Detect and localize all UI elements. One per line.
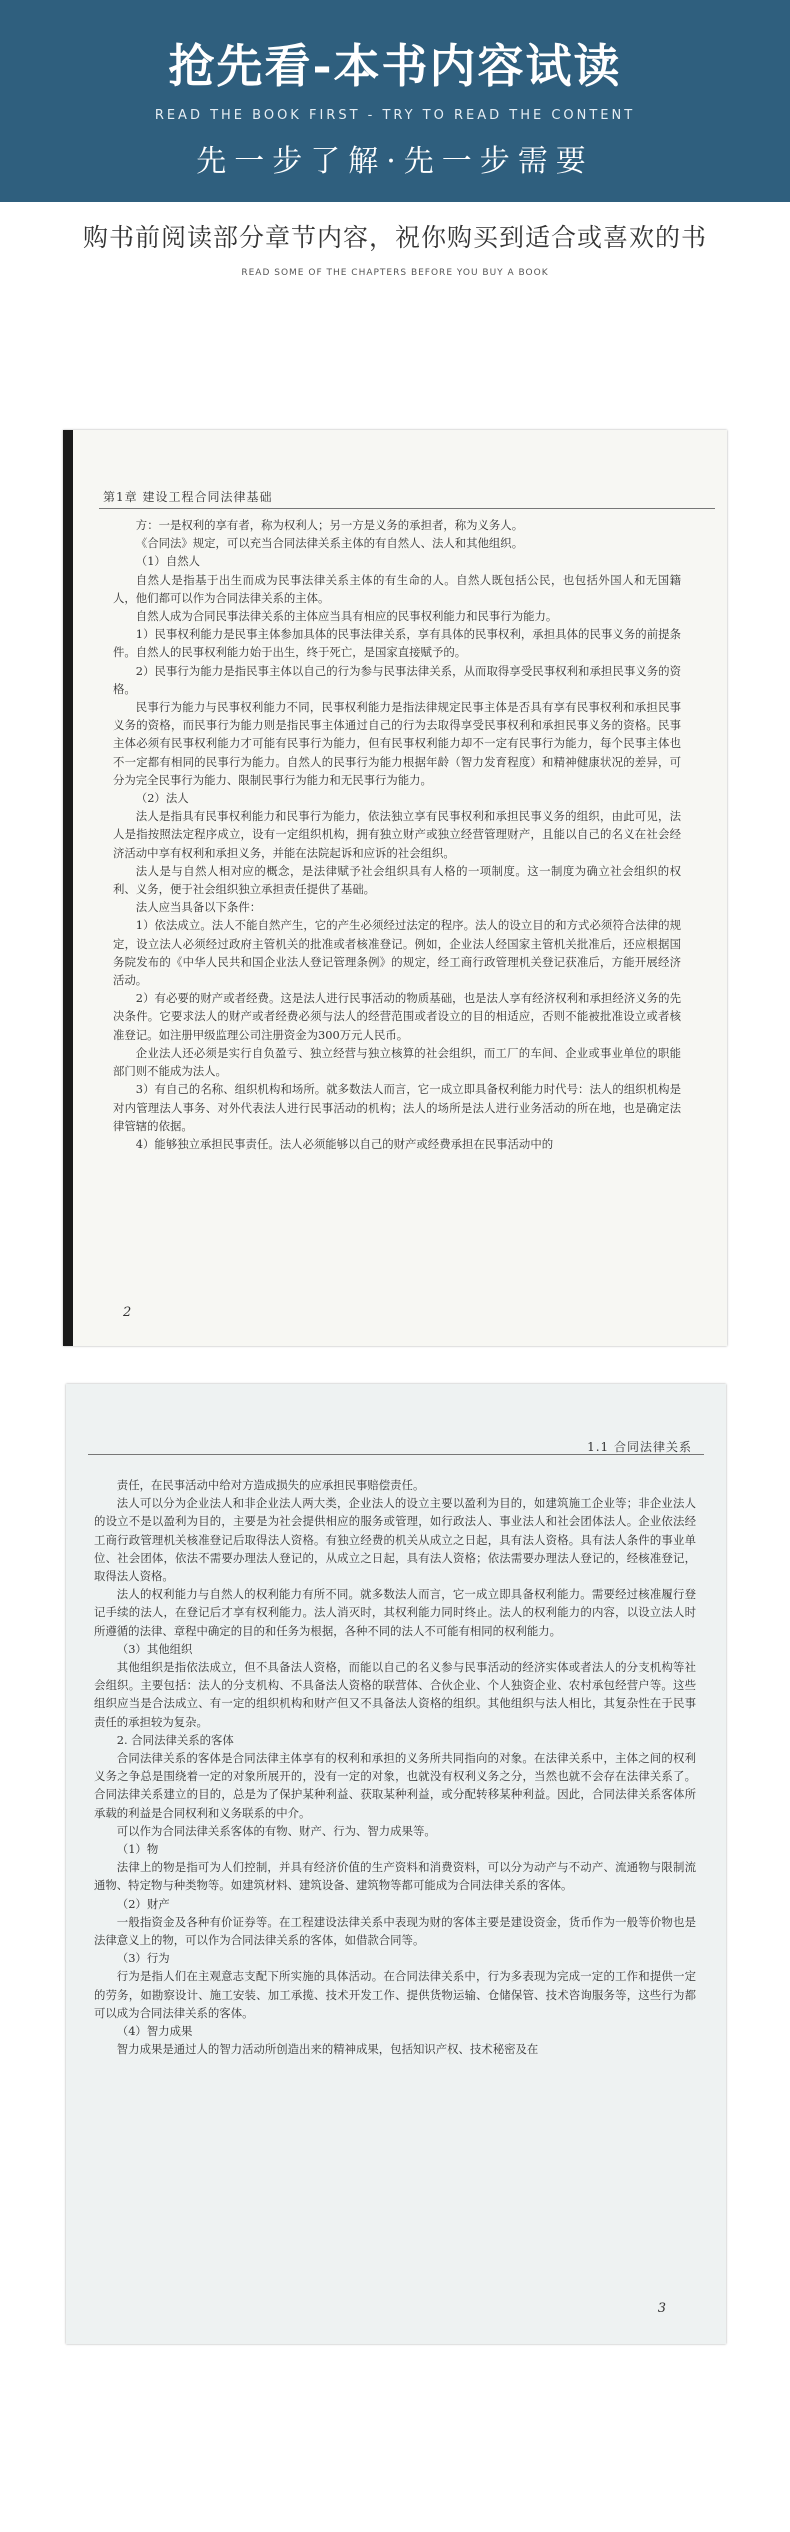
page-body-text <box>113 516 681 1153</box>
paragraph: 其他组织是指依法成立，但不具备法人资格，而能以自己的名义参与民事活动的经济实体或者法人的分支机构等社会组织。主要包括：法人的分支机构、不具备法人资格的联营体、合伙企业、个人独资企业、农村承包经营户等。这些组织应当是合法成立、有一定的组织机构和财产但又不具备法人资格的组织。其他组织与法人相比，其复杂性在于民事责任的承担较为复杂。 <box>94 1660 696 1729</box>
paragraph: 可以作为合同法律关系客体的有物、财产、行为、智力成果等。 <box>116 1823 436 1838</box>
paragraph: 法人可以分为企业法人和非企业法人两大类，企业法人的设立主要以盈利为目的，如建筑施工企业等；非企业法人的设立不是以盈利为目的，主要是为社会提供相应的服务或管理，如行政法人、事业法人和社会团体法人。企业依法经工商行政管理机关核准登记后取得法人资格。有独立经费的机关从成立之日起，具有法人资格。具有法人条件的事业单位、社会团体，依法不需要办理法人登记的，从成立之日起，具有法人资格；依法需要办理法人登记的，经核准登记，取得法人资格。 <box>94 1496 696 1584</box>
paragraph: 4）能够独立承担民事责任。法人必须能够以自己的财产或经费承担在民事活动中的 <box>135 1136 554 1151</box>
paragraph: 自然人是指基于出生而成为民事法律关系主体的有生命的人。自然人既包括公民，也包括外国人和无国籍人，他们都可以作为合同法律关系的主体。 <box>113 572 681 605</box>
book-page-3 <box>66 1384 726 2344</box>
intro-text-cn: 购书前阅读部分章节内容，祝你购买到适合或喜欢的书 <box>82 223 707 252</box>
paragraph: 2）有必要的财产或者经费。这是法人进行民事活动的物质基础，也是法人享有经济权利和承担经济义务的先决条件。它要求法人的财产或者经费必须与法人的经营范围或者设立的目的相适应，否则不能被批准设立或者核准登记。如注册甲级监理公司注册资金为300万元人民币。 <box>113 991 681 1042</box>
header-rule <box>99 508 715 509</box>
paragraph: 行为是指人们在主观意志支配下所实施的具体活动。在合同法律关系中，行为多表现为完成一定的工作和提供一定的劳务，如勘察设计、施工安装、加工承揽、技术开发工作、提供货物运输、仓储保管、技术咨询服务等，这些行为都可以成为合同法律关系的客体。 <box>94 1969 696 2020</box>
paragraph: 1）民事权利能力是民事主体参加具体的民事法律关系，享有具体的民事权利，承担具体的民事义务的前提条件。自然人的民事权利能力始于出生，终于死亡，是国家直接赋予的。 <box>113 627 681 660</box>
paragraph: 3）有自己的名称、组织机构和场所。就多数法人而言，它一成立即具备权利能力时代号：法人的组织机构是对内管理法人事务、对外代表法人进行民事活动的机构；法人的场所是法人进行业务活动的所在地，也是确定法律管辖的依据。 <box>113 1082 681 1133</box>
page-number: 2 <box>123 1305 132 1320</box>
running-head: 1.1 合同法律关系 <box>587 1440 692 1454</box>
paragraph: （1）物 <box>116 1842 159 1857</box>
paragraph: 1）依法成立。法人不能自然产生，它的产生必须经过法定的程序。法人的设立目的和方式必须符合法律的规定，设立法人必须经过政府主管机关的批准或者核准登记。例如，企业法人经国家主管机关批准后，还应根据国务院发布的《中华人民共和国企业法人登记管理条例》的规定，经工商行政管理机关登记获准后，方能开展经济活动。 <box>113 918 681 988</box>
intro-text-en: READ SOME OF THE CHAPTERS BEFORE YOU BUY A BOOK <box>241 268 549 278</box>
header-rule <box>88 1454 704 1455</box>
paragraph: （3）行为 <box>116 1951 170 1966</box>
paragraph: 法人是与自然人相对应的概念，是法律赋予社会组织具有人格的一项制度。这一制度为确立社会组织的权利、义务，便于社会组织独立承担责任提供了基础。 <box>113 863 681 897</box>
paragraph: 自然人成为合同民事法律关系的主体应当具有相应的民事权利能力和民事行为能力。 <box>135 609 558 624</box>
banner-subtitle-en: READ THE BOOK FIRST - TRY TO READ THE CONTENT <box>154 108 636 123</box>
paragraph: 企业法人还必须是实行自负盈亏、独立经营与独立核算的社会组织，而工厂的车间、企业或事业单位的职能部门则不能成为法人。 <box>113 1045 681 1079</box>
banner-subtitle-cn: 先一步了解·先一步需要 <box>196 144 594 179</box>
running-head: 第1章 建设工程合同法律基础 <box>103 490 273 504</box>
page-body-text <box>94 1476 696 2059</box>
header-banner <box>0 0 790 202</box>
paragraph: 一般指资金及各种有价证券等。在工程建设法律关系中表现为财的客体主要是建设资金，货币作为一般等价物也是法律意义上的物，可以作为合同法律关系的客体，如借款合同等。 <box>94 1914 696 1948</box>
paragraph: 法人应当具备以下条件： <box>135 900 262 915</box>
paragraph: （2）财产 <box>116 1896 170 1911</box>
paragraph: （1）自然人 <box>135 554 200 569</box>
paragraph: 法律上的物是指可为人们控制，并具有经济价值的生产资料和消费资料，可以分为动产与不动产、流通物与限制流通物、特定物与种类物等。如建筑材料、建筑设备、建筑物等都可能成为合同法律关系的客体。 <box>94 1860 696 1893</box>
paragraph: 合同法律关系的客体是合同法律主体享有的权利和承担的义务所共同指向的对象。在法律关系中，主体之间的权利义务之争总是围绕着一定的对象所展开的，没有一定的对象，也就没有权利义务之分，当然也就不会存在法律关系了。合同法律关系建立的目的，总是为了保护某种利益、获取某种利益，或分配转移某种利益。因此，合同法律关系客体所承载的利益是合同权利和义务联系的中介。 <box>94 1751 696 1820</box>
paragraph: 2. 合同法律关系的客体 <box>116 1732 234 1747</box>
page-number: 3 <box>657 2301 666 2316</box>
paragraph: 方：一是权利的享有者，称为权利人；另一方是义务的承担者，称为义务人。 <box>135 518 524 532</box>
paragraph: （4）智力成果 <box>116 2024 193 2039</box>
paragraph: 2）民事行为能力是指民事主体以自己的行为参与民事法律关系，从而取得享受民事权利和承担民事义务的资格。 <box>113 663 681 696</box>
paragraph: 法人的权利能力与自然人的权利能力有所不同。就多数法人而言，它一成立即具备权利能力。需要经过核准履行登记手续的法人，在登记后才享有权利能力。法人消灭时，其权利能力同时终止。法人的权利能力的内容，以设立法人时所遵循的法律、章程中确定的目的和任务为根据，各种不同的法人不可能有相同的权利能力。 <box>94 1587 696 1638</box>
banner-title: 抢先看-本书内容试读 <box>168 39 622 93</box>
paragraph: （3）其他组织 <box>116 1641 193 1656</box>
paragraph: 民事行为能力与民事权利能力不同，民事权利能力是指法律规定民事主体是否具有享有民事权利和承担民事义务的资格，而民事行为能力则是指民事主体通过自己的行为去取得享受民事权利和承担民事义务的资格。民事主体必须有民事权利能力才可能有民事行为能力，但有民事权利能力却不一定有民事行为能力，每个民事主体也不一定都有相同的民事行为能力。自然人的民事行为能力根据年龄（智力发育程度）和精神健康状况的差异，可分为完全民事行为能力、限制民事行为能力和无民事行为能力。 <box>113 700 681 787</box>
paragraph: 责任，在民事活动中给对方造成损失的应承担民事赔偿责任。 <box>116 1478 425 1492</box>
paragraph: 法人是指具有民事权利能力和民事行为能力，依法独立享有民事权利和承担民事义务的组织，由此可见，法人是指按照法定程序成立，设有一定组织机构，拥有独立财产或独立经营管理财产，且能以自己的名义在社会经济活动中享有权利和承担义务，并能在法院起诉和应诉的社会组织。 <box>113 809 681 860</box>
paragraph: 《合同法》规定，可以充当合同法律关系主体的有自然人、法人和其他组织。 <box>135 536 524 551</box>
paragraph: （2）法人 <box>135 791 189 806</box>
paragraph: 智力成果是通过人的智力活动所创造出来的精神成果，包括知识产权、技术秘密及在 <box>116 2042 539 2057</box>
book-page-2 <box>63 430 727 1346</box>
